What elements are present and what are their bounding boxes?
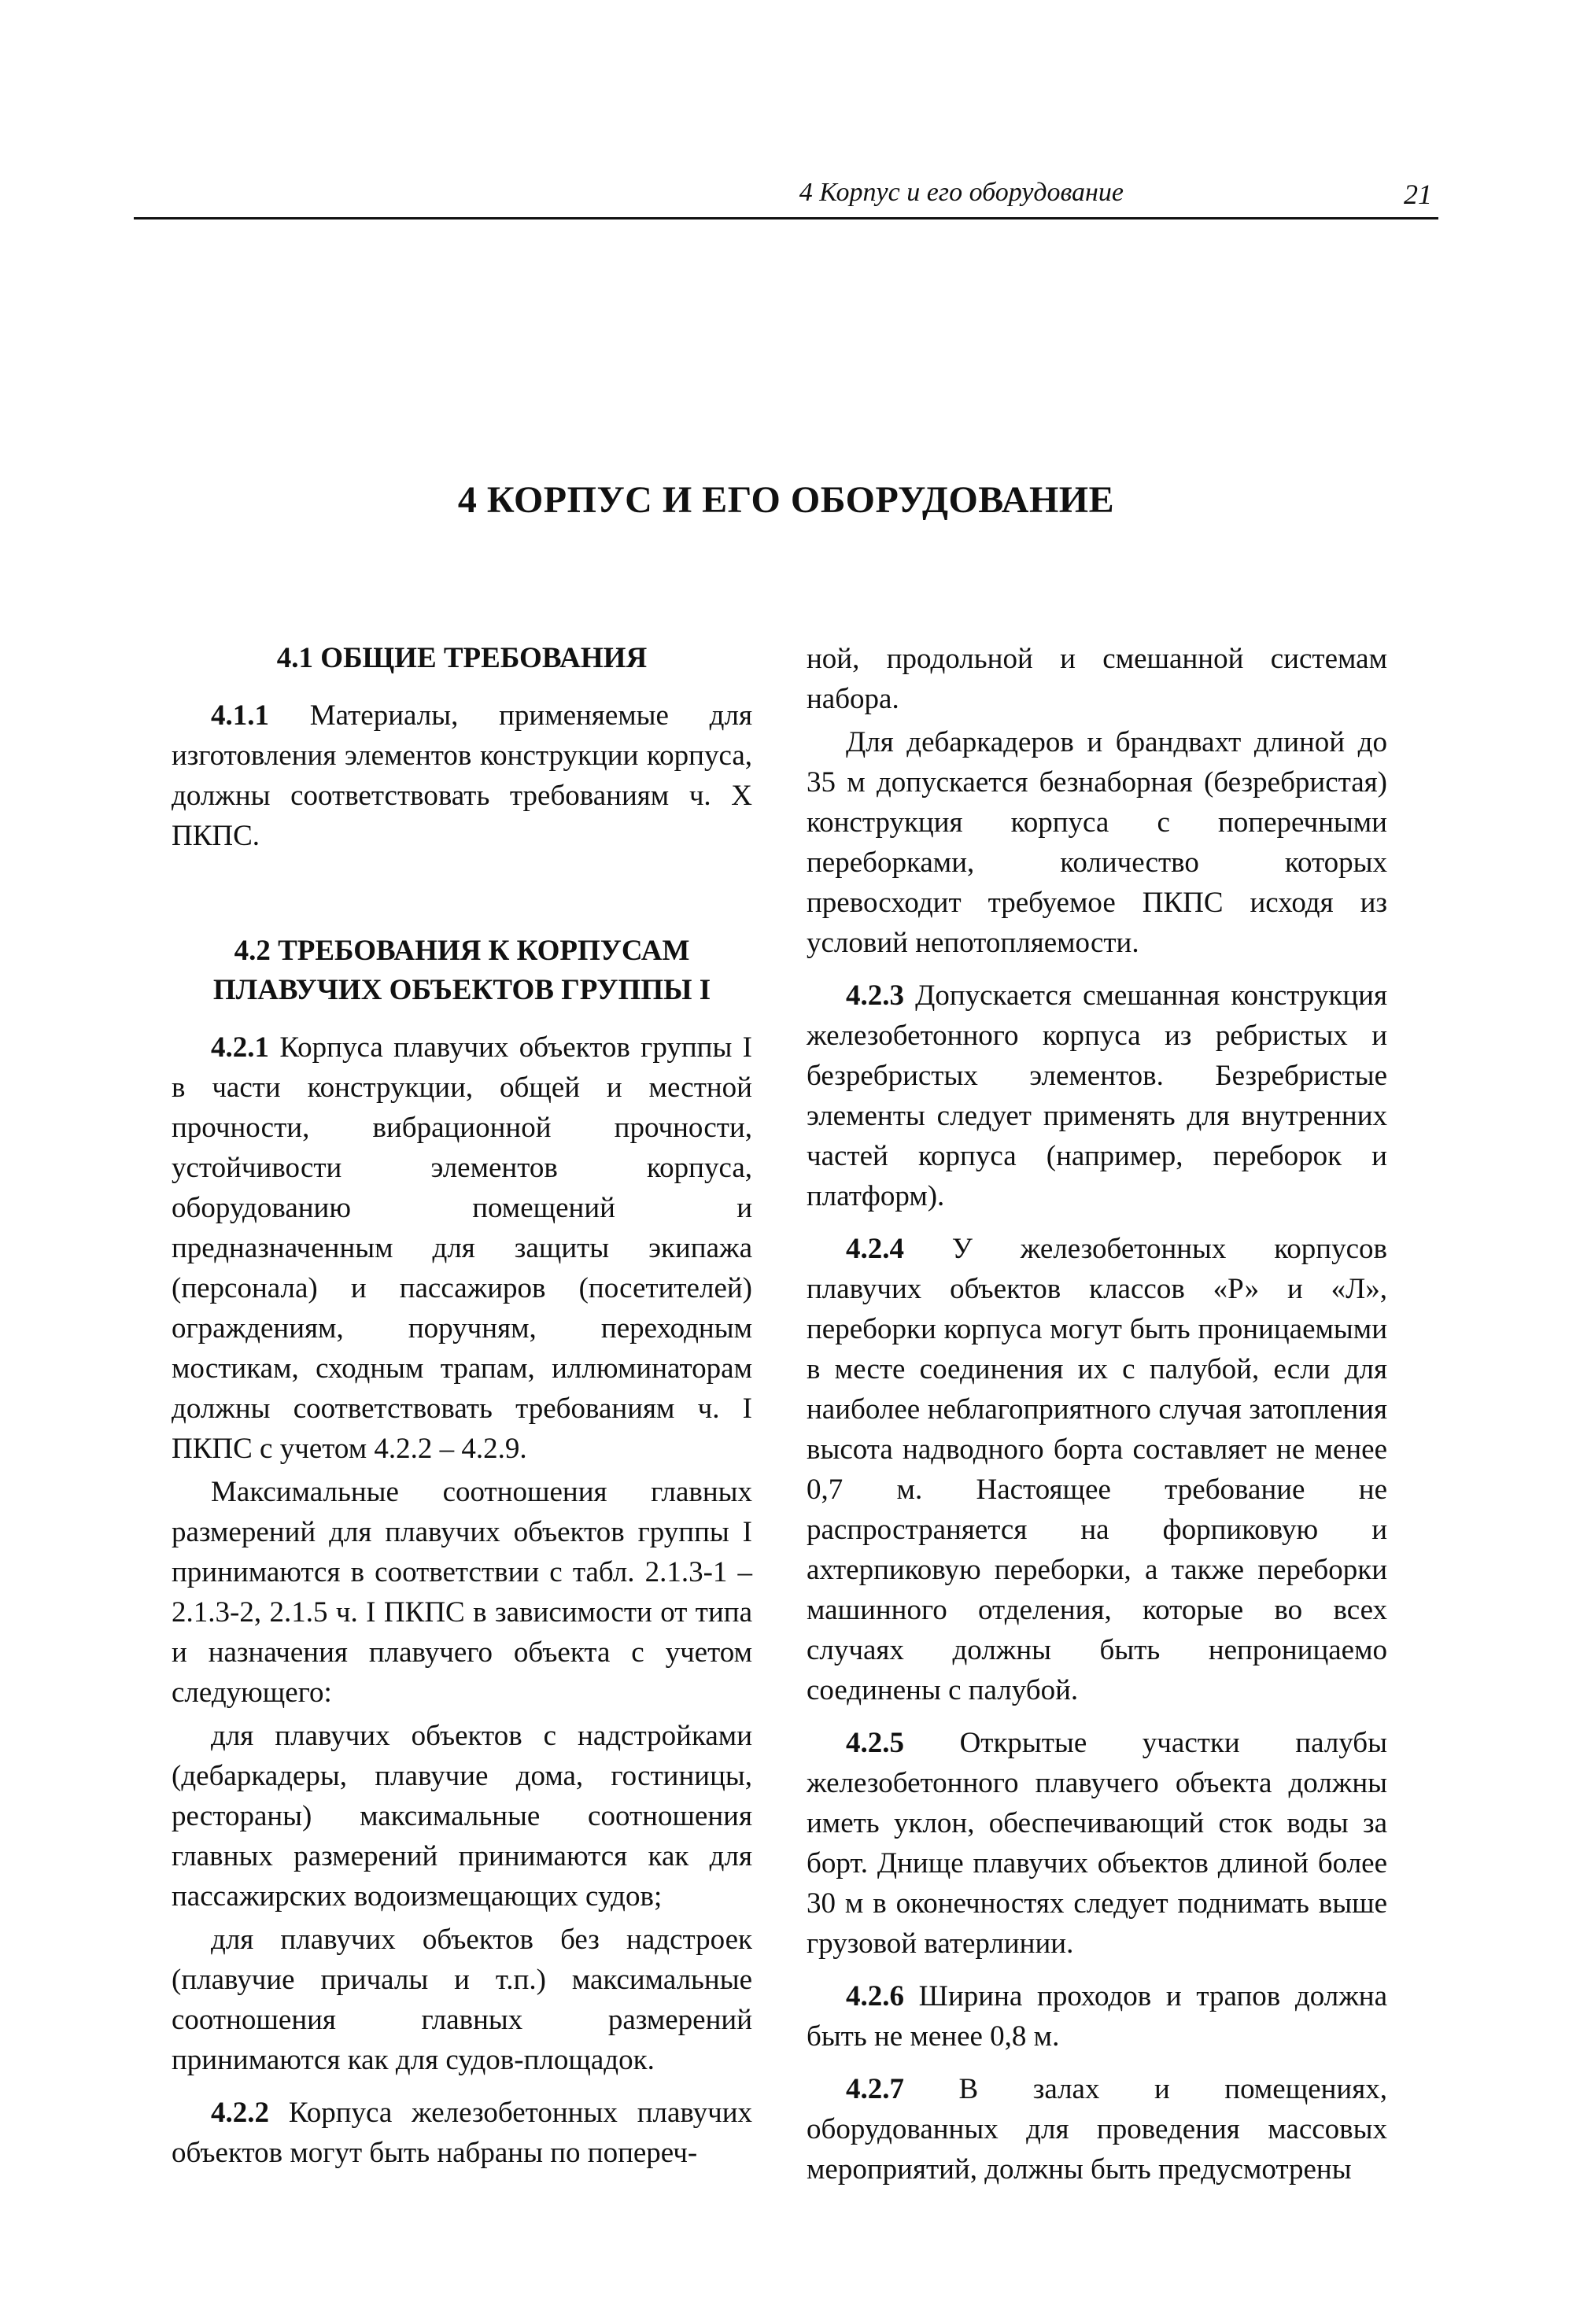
list-item-no-superstructures: для плавучих объектов без надстроек (плавучие причалы и т.п.) максимальные соотношения главных размерений принимаются как для судов-площадок. <box>172 1924 752 2076</box>
chapter-title: 4 КОРПУС И ЕГО ОБОРУДОВАНИЕ <box>457 479 1115 521</box>
clause-number: 4.2.5 <box>846 1727 904 1759</box>
paragraph-4-2-2-continued: ной, продольной и смешанной системам набора. <box>807 643 1387 715</box>
clause-number: 4.2.2 <box>211 2097 269 2129</box>
paragraph-4-1-1 <box>172 695 752 856</box>
clause-text: Ширина проходов и трапов должна быть не менее 0,8 м. <box>807 1980 1387 2053</box>
paragraph-4-2-7 <box>807 2069 1387 2189</box>
paragraph-4-2-2 <box>172 2093 752 2173</box>
clause-number: 4.2.4 <box>846 1233 904 1265</box>
paragraph-4-2-3 <box>807 976 1387 1216</box>
clause-number: 4.2.1 <box>211 1031 269 1064</box>
running-header-section-title: 4 Корпус и его оборудование <box>799 178 1124 207</box>
clause-number: 4.2.6 <box>846 1980 904 2012</box>
clause-number: 4.1.1 <box>211 699 269 732</box>
section-heading-4-1: 4.1 ОБЩИЕ ТРЕБОВАНИЯ <box>276 642 648 674</box>
paragraph-4-2-4 <box>807 1229 1387 1710</box>
paragraph-4-2-6 <box>807 1976 1387 2057</box>
clause-text: Материалы, применяемые для изготовления элементов конструкции корпуса, должны соответствовать требованиям ч. X ПКПС. <box>172 699 752 852</box>
paragraph-4-2-1-ratios: Максимальные соотношения главных размерений для плавучих объектов группы I принимаются в соответствии с табл. 2.1.3-1 – 2.1.3-2, 2.1.5 ч. I ПКПС в зависимости от типа и назначения плавучего объекта с учетом следующего: <box>172 1476 752 1709</box>
right-column <box>807 639 1387 2189</box>
page-number: 21 <box>1404 179 1432 210</box>
left-column <box>172 639 752 2173</box>
section-heading-4-2: 4.2 ТРЕБОВАНИЯ К КОРПУСАМ ПЛАВУЧИХ ОБЪЕКТОВ ГРУППЫ I <box>212 935 711 1006</box>
running-header <box>134 178 1438 219</box>
clause-text: У железобетонных корпусов плавучих объектов классов «Р» и «Л», переборки корпуса могут быть проницаемыми в месте соединения их с палубой, если для наиболее неблагоприятного случая затопления высота надводного борта составляет не менее 0,7 м. Настоящее требование не распространяется на форпиковую и ахтерпиковую переборки, а также переборки машинного отделения, которые во всех случаях должны быть непроницаемо соединены с палубой. <box>807 1233 1387 1706</box>
clause-text: Корпуса плавучих объектов группы I в части конструкции, общей и местной прочности, вибрационной прочности, устойчивости элементов корпуса, оборудованию помещений и предназначенным для защиты экипажа (персонала) и пассажиров (посетителей) ограждениям, поручням, переходным мостикам, сходным трапам, иллюминаторам должны соответствовать требованиям ч. I ПКПС с учетом 4.2.2 – 4.2.9. <box>172 1031 752 1465</box>
clause-text: Допускается смешанная конструкция железобетонного корпуса из ребристых и безребристых элементов. Безребристые элементы следует применять для внутренних частей корпуса (например, переборок и платформ). <box>807 979 1387 1212</box>
clause-text: Открытые участки палубы железобетонного плавучего объекта должны иметь уклон, обеспечивающий сток воды за борт. Днище плавучих объектов длиной более 30 м в оконечностях следует поднимать выше грузовой ватерлинии. <box>807 1727 1387 1960</box>
clause-text: Корпуса железобетонных плавучих объектов могут быть набраны по попереч- <box>172 2097 752 2169</box>
clause-text: В залах и помещениях, оборудованных для проведения массовых мероприятий, должны быть предусмотрены <box>807 2073 1387 2186</box>
list-item-superstructures: для плавучих объектов с надстройками (дебаркадеры, плавучие дома, гостиницы, рестораны) максимальные соотношения главных размерений принимаются как для пассажирских водоизмещающих судов; <box>172 1720 752 1913</box>
paragraph-4-2-5 <box>807 1723 1387 1964</box>
clause-number: 4.2.3 <box>846 979 904 1012</box>
paragraph-4-2-1 <box>172 1027 752 1469</box>
paragraph-4-2-2-frameless: Для дебаркадеров и брандвахт длиной до 35 м допускается безнаборная (безребристая) конструкция корпуса с поперечными переборками, количество которых превосходит требуемое ПКПС исходя из условий непотопляемости. <box>807 726 1387 959</box>
clause-number: 4.2.7 <box>846 2073 904 2105</box>
